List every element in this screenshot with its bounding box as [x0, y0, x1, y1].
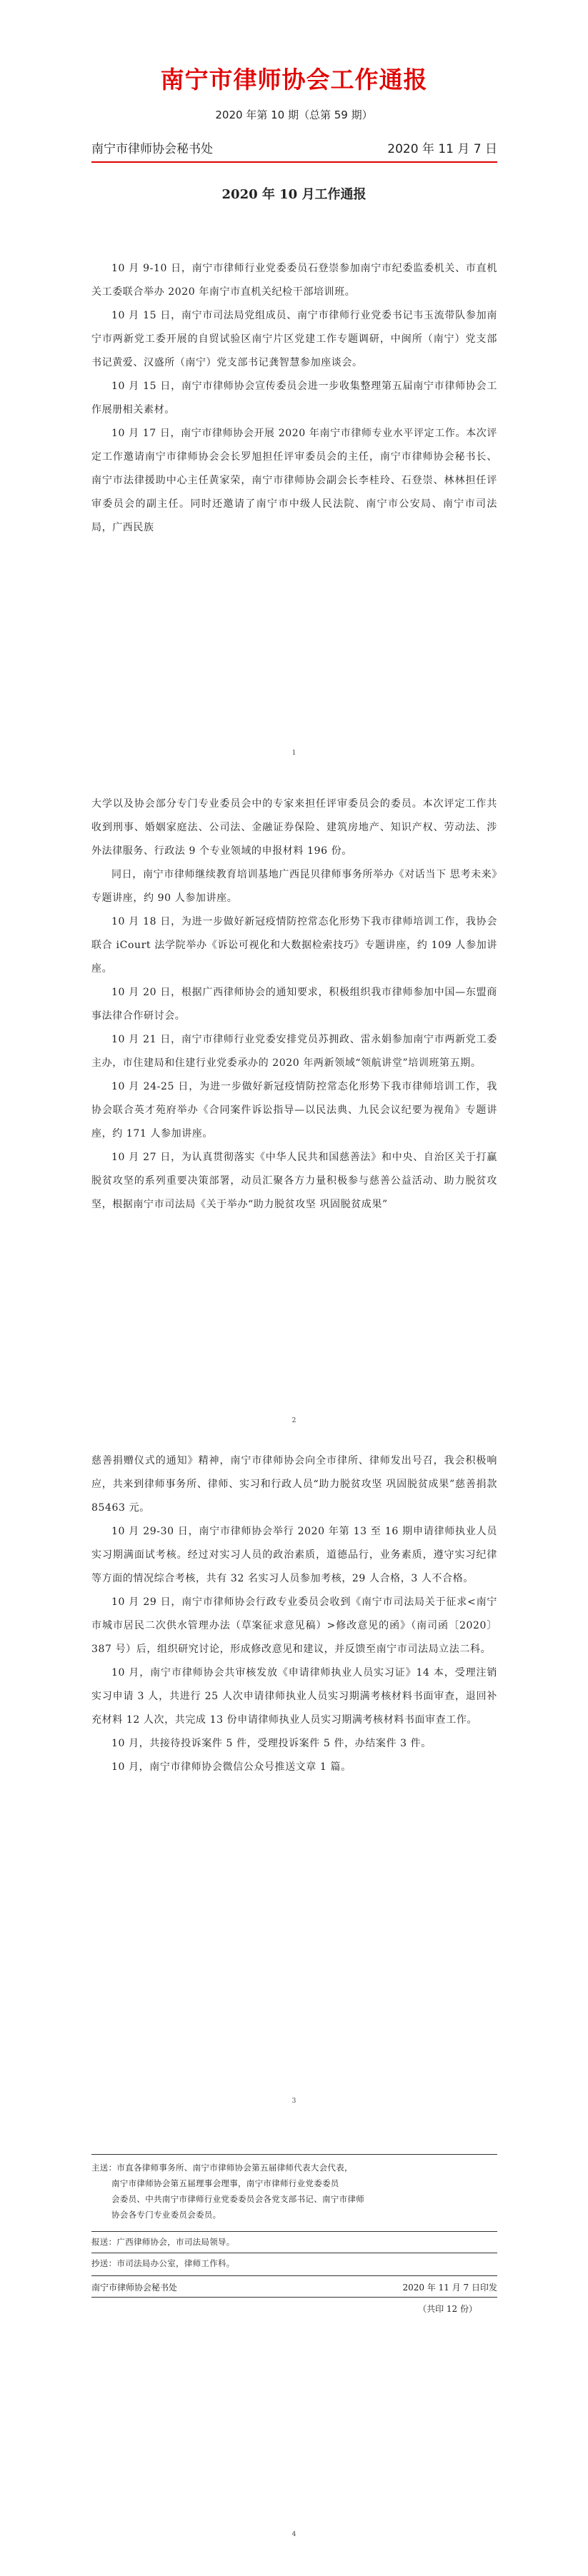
- copies-count: （共印 12 份）: [418, 2304, 477, 2314]
- paragraph: 10 月 15 日，南宁市司法局党组成员、南宁市律师行业党委书记韦玉流带队参加南宁市两新党工委开展的自贸试验区南宁片区党建工作专题调研，中闽所（南宁）党支部书记黄爱、汉盛所（南宁）党支部书记龚智慧参加座谈会。: [91, 310, 497, 368]
- issuer-row: [91, 2281, 497, 2293]
- main-send-line: 协会各专门专业委员会委员。: [111, 2210, 221, 2220]
- office-row: [91, 139, 497, 156]
- office-name: 南宁市律师协会秘书处: [91, 142, 213, 156]
- distribution-report: 报送：广西律师协会，市司法局领导。: [91, 2237, 235, 2247]
- divider: [91, 2154, 497, 2155]
- page-1-body: [91, 257, 497, 540]
- paragraph: 10 月 29 日，南宁市律师协会行政专业委员会收到《南宁市司法局关于征求<南宁市城市居民二次供水管理办法（草案征求意见稿）>修改意见的函》（南司函〔2020〕387 号）后，组织研究讨论，形成修改意见和建议，并反馈至南宁市司法局立法二科。: [91, 1596, 497, 1655]
- main-send-line: 市直各律师事务所、南宁市律师协会第五届律师代表大会代表，: [116, 2163, 353, 2173]
- paragraph: 10 月 27 日，为认真贯彻落实《中华人民共和国慈善法》和中央、自治区关于打赢脱贫攻坚的系列重要决策部署，动员汇聚各方力量积极参与慈善公益活动、助力脱贫攻坚，根据南宁市司法局《关于举办“助力脱贫攻坚 巩固脱贫成果”: [91, 1152, 497, 1210]
- issue-date: 2020 年 11 月 7 日印发: [402, 2283, 497, 2293]
- divider: [91, 2231, 497, 2232]
- paragraph: 10 月 24-25 日，为进一步做好新冠疫情防控常态化形势下我市律师培训工作，我协会联合英才苑府举办《合同案件诉讼指导—以民法典、九民会议纪要为视角》专题讲座，约 171 人参加讲座。: [91, 1081, 497, 1139]
- paragraph: 10 月 17 日，南宁市律师协会开展 2020 年南宁市律师专业水平评定工作。本次评定工作邀请南宁市律师协会会长罗旭担任评审委员会的主任，南宁市律师协会秘书长、南宁市法律援助中心主任黄家荣，南宁市律师协会副会长李桂玲、石登崇、林林担任评审委员会的副主任。同时还邀请了南宁市中级人民法院、南宁市公安局、南宁市司法局，广西民族: [91, 428, 497, 533]
- paragraph: 10 月 20 日，根据广西律师协会的通知要求，积极组织我市律师参加中国—东盟商事法律合作研讨会。: [91, 987, 497, 1022]
- page-number: 1: [291, 750, 297, 757]
- page-1: [0, 0, 588, 757]
- paragraph: 10 月 9-10 日，南宁市律师行业党委委员石登崇参加南宁市纪委监委机关、市直机关工委联合举办 2020 年南宁市直机关纪检干部培训班。: [91, 263, 497, 298]
- page-3: [0, 1449, 588, 2163]
- document-title: 2020 年 10 月工作通报: [221, 187, 367, 202]
- paragraph: 同日，南宁市律师继续教育培训基地广西昆贝律师事务所举办《对话当下 思考未来》专题讲座，约 90 人参加讲座。: [91, 869, 497, 904]
- paragraph: 10 月，南宁市律师协会微信公众号推送文章 1 篇。: [111, 1761, 352, 1773]
- masthead-date: 2020 年 11 月 7 日: [387, 142, 497, 156]
- red-divider: [91, 161, 497, 163]
- issue-number: 2020 年第 10 期（总第 59 期）: [215, 109, 373, 121]
- paragraph: 10 月 18 日，为进一步做好新冠疫情防控常态化形势下我市律师培训工作，我协会联合 iCourt 法学院举办《诉讼可视化和大数据检索技巧》专题讲座，约 109 人参加讲座。: [91, 916, 497, 975]
- page-4: [0, 2124, 588, 2576]
- page-2-body: [91, 793, 497, 1217]
- distribution-main: [91, 2160, 497, 2223]
- page-number: 3: [291, 2098, 297, 2105]
- paragraph: 10 月 21 日，南宁市律师行业党委安排党员苏拥政、雷永娟参加南宁市两新党工委主办，市住建局和住建行业党委承办的 2020 年两新领域“领航讲堂”培训班第五期。: [91, 1034, 497, 1069]
- distribution-cc: 抄送：市司法局办公室，律师工作科。: [91, 2258, 235, 2268]
- page-2: [0, 793, 588, 1435]
- paragraph: 10 月，共接待投诉案件 5 件，受理投诉案件 5 件，办结案件 3 件。: [111, 1738, 432, 1749]
- paragraph: 慈善捐赠仪式的通知》精神，南宁市律师协会向全市律所、律师发出号召，我会积极响应，共来到律师事务所、律师、实习和行政人员“助力脱贫攻坚 巩固脱贫成果”慈善捐款 85463 元。: [91, 1455, 497, 1514]
- divider: [91, 2297, 497, 2298]
- paragraph: 大学以及协会部分专门专业委员会中的专家来担任评审委员会的委员。本次评定工作共收到刑事、婚姻家庭法、公司法、金融证券保险、建筑房地产、知识产权、劳动法、涉外法律服务、行政法 9 个专业领域的申报材料 196 份。: [91, 798, 497, 857]
- paragraph: 10 月，南宁市律师协会共审核发放《申请律师执业人员实习证》14 本，受理注销实习申请 3 人，共进行 25 人次申请律师执业人员实习期满考核材料书面审查，退回补充材料 12 人次，共完成 13 份申请律师执业人员实习期满考核材料书面审查工作。: [91, 1667, 497, 1726]
- paragraph: 10 月 29-30 日，南宁市律师协会举行 2020 年第 13 至 16 期申请律师执业人员实习期满面试考核。经过对实习人员的政治素质，道德品行，业务素质，遵守实习纪律等方面的情况综合考核，共有 32 名实习人员参加考核，29 人合格，3 人不合格。: [91, 1526, 497, 1584]
- page-number: 2: [291, 1417, 297, 1424]
- divider: [91, 2275, 497, 2276]
- main-send-line: 南宁市律师协会第五届理事会理事，南宁市律师行业党委委员: [111, 2178, 339, 2188]
- paragraph: 10 月 15 日，南宁市律师协会宣传委员会进一步收集整理第五届南宁市律师协会工作展册相关素材。: [91, 381, 497, 416]
- main-send-label: 主送：: [91, 2163, 117, 2173]
- issuer: 南宁市律师协会秘书处: [91, 2283, 178, 2293]
- page-number: 4: [291, 2531, 297, 2538]
- main-send-line: 会委员、中共南宁市律师行业党委委员会各党支部书记、南宁市律师: [111, 2194, 364, 2204]
- masthead-title: 南宁市律师协会工作通报: [160, 66, 428, 94]
- page-3-body: [91, 1449, 497, 1779]
